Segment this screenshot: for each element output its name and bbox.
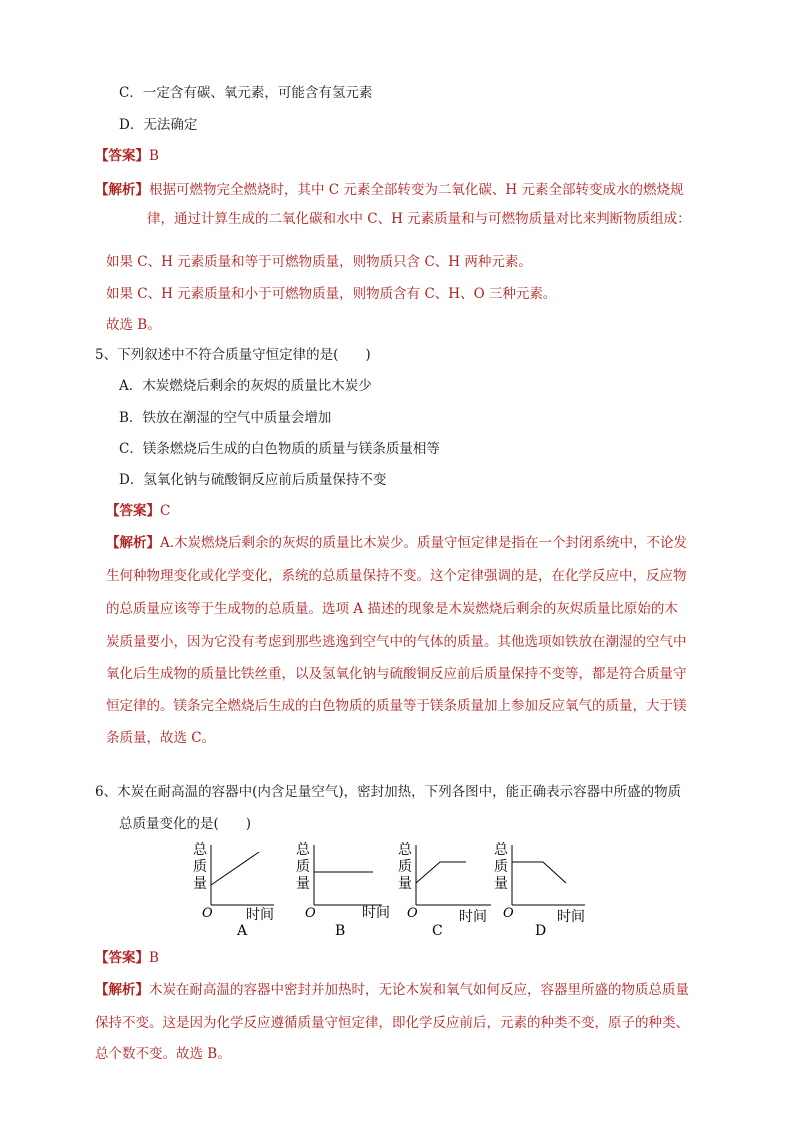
q5-analysis-line-6: 恒定律的。镁条完全燃烧后生成的白色物质的质量等于镁条质量加上参加反应氧气的质量，大于镁	[106, 698, 687, 714]
q4-analysis-line-5: 故选 B。	[106, 317, 161, 333]
q4-analysis-line-3: 如果 C、H 元素质量和等于可燃物质量，则物质只含 C、H 两种元素。	[106, 254, 532, 270]
q5-option-a: A．木炭燃烧后剩余的灰烬的质量比木炭少	[119, 378, 372, 394]
graph-b-letter: B	[335, 923, 346, 939]
graph-c-origin: O	[407, 906, 418, 921]
graph-a-letter: A	[237, 923, 248, 939]
q6-analysis-line-2: 保持不变。这是因为化学反应遵循质量守恒定律，即化学反应前后，元素的种类不变，原子的种类、	[95, 1015, 689, 1031]
graph-a-ylabel-3: 量	[193, 876, 207, 892]
q5-analysis-line-3: 的总质量应该等于生成物的总质量。选项 A 描述的现象是木炭燃烧后剩余的灰烬质量比原始的木	[106, 601, 678, 617]
graph-b	[296, 842, 390, 939]
answer-value: C	[160, 503, 171, 519]
analysis-label: 【解析】	[95, 182, 149, 198]
graph-c-curve	[416, 862, 466, 883]
graph-d-xlabel: 时间	[557, 909, 585, 925]
q6-stem-line-1: 6、木炭在耐高温的容器中(内含足量空气)，密封加热，下列各图中，能正确表示容器中所盛的物质	[95, 784, 682, 800]
graph-a	[193, 842, 274, 939]
graph-d-ylabel-3: 量	[494, 876, 508, 892]
analysis-text: A.木炭燃烧后剩余的灰烬的质量比木炭少。质量守恒定律是指在一个封闭系统中，不论发	[160, 535, 688, 551]
graph-b-origin: O	[305, 906, 316, 921]
graph-d-ylabel-1: 总	[494, 842, 508, 858]
q6-answer	[95, 949, 159, 967]
graph-c-ylabel-2: 质	[398, 859, 412, 875]
q6-analysis-line-3: 总个数不变。故选 B。	[95, 1046, 231, 1062]
q5-option-c: C．镁条燃烧后生成的白色物质的质量与镁条质量相等	[119, 441, 440, 457]
graph-c-xlabel: 时间	[459, 909, 487, 925]
graph-c-ylabel-1: 总	[398, 842, 412, 858]
graph-d-origin: O	[503, 906, 514, 921]
q5-option-b: B．铁放在潮湿的空气中质量会增加	[119, 410, 332, 426]
answer-label: 【答案】	[95, 148, 149, 164]
q4-option-c: C．一定含有碳、氧元素，可能含有氢元素	[119, 85, 373, 101]
graph-c-ylabel-3: 量	[398, 876, 412, 892]
answer-label: 【答案】	[106, 503, 160, 519]
graph-b-ylabel-2: 质	[296, 859, 310, 875]
graph-b-ylabel-1: 总	[296, 842, 310, 858]
graph-a-curve	[211, 852, 259, 885]
answer-value: B	[149, 148, 159, 164]
graph-a-origin: O	[202, 906, 213, 921]
q4-option-d: D．无法确定	[119, 117, 198, 133]
graph-d-curve	[512, 862, 566, 883]
analysis-label: 【解析】	[106, 535, 160, 551]
q5-analysis-line-2: 生何种物理变化或化学变化，系统的总质量保持不变。这个定律强调的是，在化学反应中，反应物	[106, 568, 687, 584]
q4-analysis-line-4: 如果 C、H 元素质量和小于可燃物质量，则物质含有 C、H、O 三种元素。	[106, 286, 557, 302]
q6-stem-line-2: 总质量变化的是( )	[119, 816, 252, 832]
graph-a-xlabel: 时间	[246, 907, 274, 923]
q5-option-d: D．氢氧化钠与硫酸铜反应前后质量保持不变	[119, 472, 387, 488]
q5-analysis-line-4: 炭质量要小，因为它没有考虑到那些逃逸到空气中的气体的质量。其他选项如铁放在潮湿的空气中	[106, 634, 687, 650]
graph-c-letter: C	[432, 923, 443, 939]
answer-value: B	[149, 950, 159, 966]
graph-d-ylabel-2: 质	[494, 859, 508, 875]
q4-analysis-line-2: 律，通过计算生成的二氧化碳和水中 C、H 元素质量和与可燃物质量对比来判断物质组成：	[147, 211, 691, 227]
q6-analysis-line-1	[95, 981, 689, 999]
analysis-text: 根据可燃物完全燃烧时，其中 C 元素全部转变为二氧化碳、H 元素全部转变成水的燃烧规	[149, 182, 684, 198]
q5-stem: 5、下列叙述中不符合质量守恒定律的是( )	[95, 347, 371, 363]
analysis-label: 【解析】	[95, 982, 149, 998]
graph-c	[398, 842, 491, 939]
analysis-text: 木炭在耐高温的容器中密封并加热时，无论木炭和氧气如何反应，容器里所盛的物质总质量	[149, 982, 689, 998]
answer-label: 【答案】	[95, 950, 149, 966]
q5-analysis-line-5: 氧化后生成物的质量比铁丝重，以及氢氧化钠与硫酸铜反应前后质量保持不变等，都是符合质量守	[106, 666, 687, 682]
graph-a-ylabel-1: 总	[193, 842, 207, 858]
graph-b-xlabel: 时间	[362, 905, 390, 921]
graph-d	[494, 842, 585, 939]
graph-b-ylabel-3: 量	[296, 876, 310, 892]
graph-d-letter: D	[535, 923, 547, 939]
graph-a-ylabel-2: 质	[193, 859, 207, 875]
q5-analysis-line-7: 条质量，故选 C。	[106, 730, 216, 746]
